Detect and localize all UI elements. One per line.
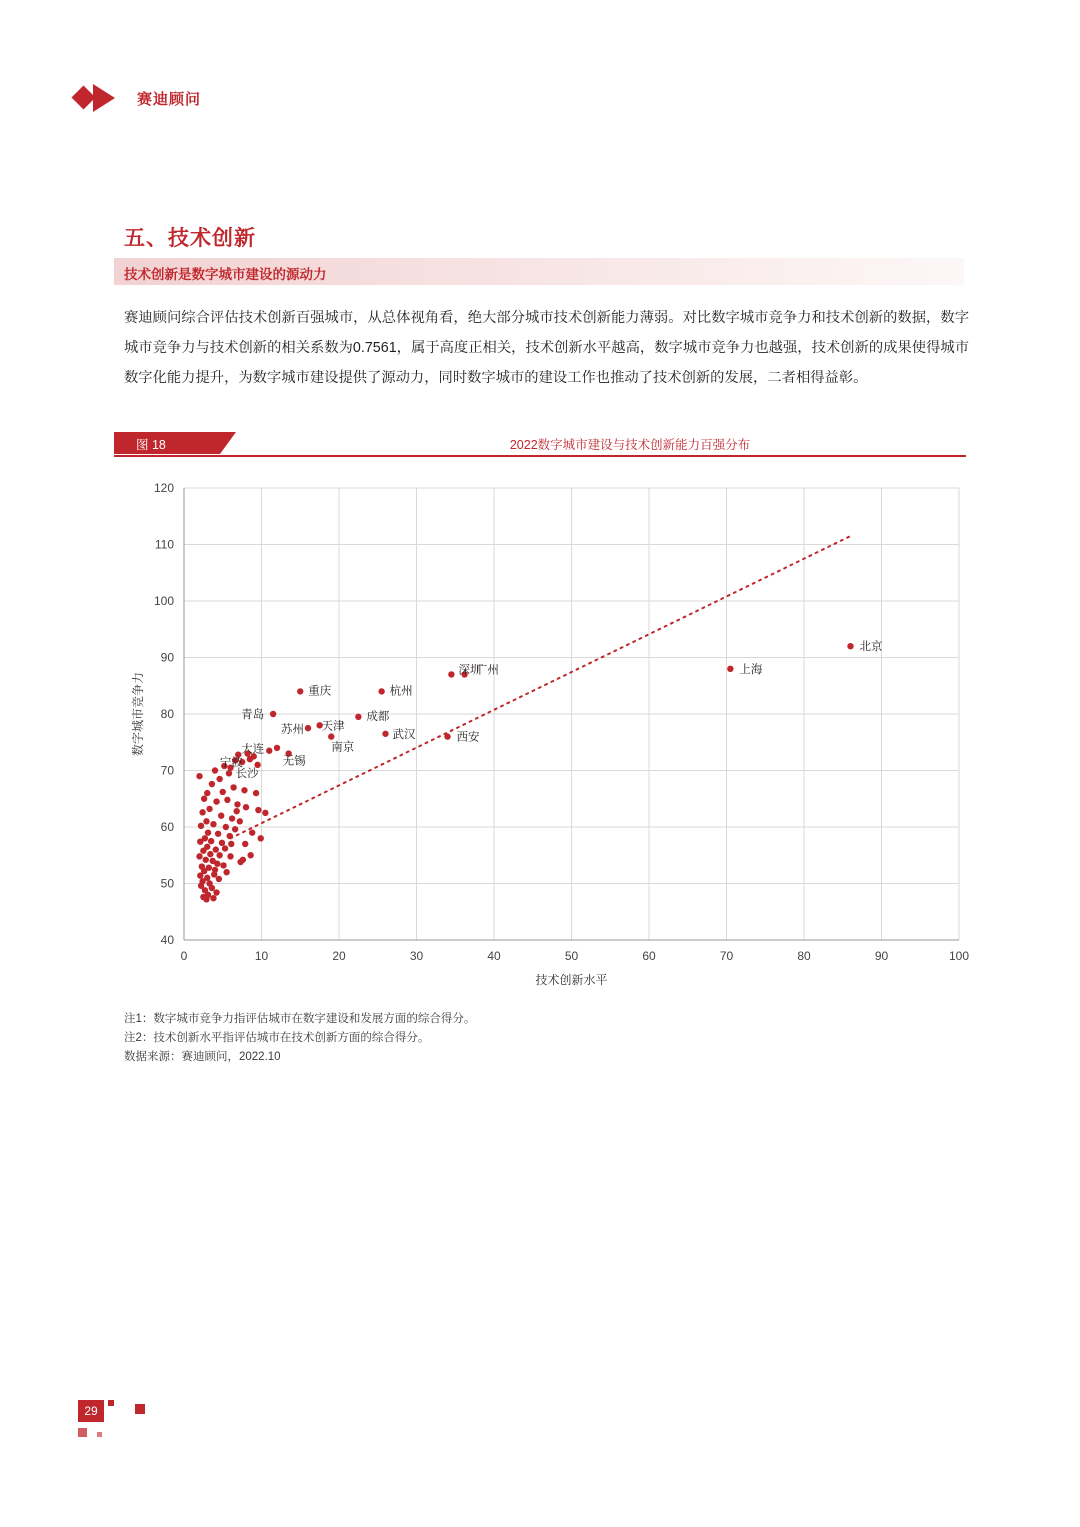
data-point xyxy=(223,869,229,875)
data-point xyxy=(208,838,214,844)
y-tick-label: 90 xyxy=(160,650,174,665)
data-point xyxy=(206,806,212,812)
data-point xyxy=(201,796,207,802)
section-subtitle-band xyxy=(114,258,964,285)
data-point xyxy=(203,857,209,863)
data-point xyxy=(203,818,209,824)
y-tick-label: 100 xyxy=(153,594,174,608)
data-point xyxy=(211,871,217,877)
data-point xyxy=(266,748,272,754)
data-point xyxy=(220,789,226,795)
data-point xyxy=(355,714,361,720)
x-tick-label: 0 xyxy=(180,949,188,963)
data-point xyxy=(199,809,205,815)
y-tick-label: 70 xyxy=(160,763,174,778)
deco-square xyxy=(135,1404,145,1414)
data-point xyxy=(247,852,253,858)
x-tick-label: 70 xyxy=(719,949,734,963)
y-tick-label: 120 xyxy=(153,481,174,495)
x-tick-label: 100 xyxy=(948,949,970,963)
deco-square xyxy=(78,1428,87,1437)
data-point xyxy=(232,826,238,832)
data-point xyxy=(255,807,261,813)
point-label: 西安 xyxy=(456,731,480,744)
section-title: 五、技术创新 xyxy=(124,227,256,250)
point-label: 北京 xyxy=(859,641,883,654)
data-points xyxy=(196,643,853,903)
data-point xyxy=(197,838,203,844)
data-point xyxy=(243,804,249,810)
figure-divider xyxy=(114,455,966,457)
data-point xyxy=(220,862,226,868)
data-point xyxy=(237,859,243,865)
data-point xyxy=(444,733,450,739)
data-point xyxy=(207,851,213,857)
page-number: 29 xyxy=(78,1400,104,1422)
data-point xyxy=(216,876,222,882)
point-label: 无锡 xyxy=(282,755,306,768)
figure-caption-bar xyxy=(114,432,966,454)
point-label: 成都 xyxy=(366,710,390,723)
point-label: 深圳 xyxy=(458,664,482,677)
data-point xyxy=(210,821,216,827)
data-point xyxy=(228,841,234,847)
data-point xyxy=(328,733,334,739)
data-point xyxy=(216,852,222,858)
data-point xyxy=(241,787,247,793)
point-label: 武汉 xyxy=(392,728,416,741)
data-point xyxy=(214,861,220,867)
y-tick-label: 80 xyxy=(160,707,174,721)
brand-name: 赛迪顾问 xyxy=(137,90,202,108)
data-point xyxy=(196,853,202,859)
data-point xyxy=(197,872,203,878)
point-label: 青岛 xyxy=(241,709,265,721)
x-tick-label: 20 xyxy=(332,949,346,963)
data-point xyxy=(242,841,248,847)
data-point xyxy=(198,823,204,829)
data-point xyxy=(204,790,210,796)
data-point xyxy=(382,731,388,737)
data-point xyxy=(727,666,733,672)
data-point xyxy=(203,896,209,902)
data-point xyxy=(213,798,219,804)
data-point xyxy=(448,671,454,677)
point-label: 杭州 xyxy=(389,685,413,698)
data-point xyxy=(219,840,225,846)
data-point xyxy=(224,797,230,803)
chart-gridlines xyxy=(184,488,959,940)
data-point xyxy=(226,770,232,776)
data-point xyxy=(227,833,233,839)
point-label: 重庆 xyxy=(308,685,332,698)
point-label: 大连 xyxy=(241,743,265,756)
data-point xyxy=(209,781,215,787)
data-point xyxy=(213,889,219,895)
data-point xyxy=(200,848,206,854)
data-point xyxy=(229,815,235,821)
point-label: 苏州 xyxy=(281,724,304,737)
data-source: 数据来源：赛迪顾问，2022.10 xyxy=(124,1051,281,1063)
data-point xyxy=(223,824,229,830)
data-point xyxy=(213,846,219,852)
data-point xyxy=(274,745,280,751)
brand-logo xyxy=(75,82,201,114)
y-tick-label: 40 xyxy=(160,933,174,947)
data-point xyxy=(847,643,853,649)
chart-svg xyxy=(114,470,974,1000)
data-point xyxy=(237,818,243,824)
note-2: 注2：技术创新水平指评估城市在技术创新方面的综合得分。 xyxy=(124,1032,430,1044)
figure-notes xyxy=(124,1010,475,1067)
body-paragraph: 赛迪顾问综合评估技术创新百强城市，从总体视角看，绝大部分城市技术创新能力薄弱。对比数字城市竞争力和技术创新的数据，数字城市竞争力与技术创新的相关系数为0.7561，属于高度正相关，技术创新水平越高，数字城市竞争力也越强，技术创新的成果使得城市数字化能力提升，为数字城市建设提供了源动力，同时数字城市的建设工作也推动了技术创新的发展，二者相得益彰。 xyxy=(124,310,969,386)
data-point xyxy=(262,810,268,816)
x-tick-label: 50 xyxy=(564,949,579,963)
x-tick-label: 80 xyxy=(797,949,811,963)
scatter-chart xyxy=(114,470,974,1000)
data-point xyxy=(215,831,221,837)
y-tick-label: 50 xyxy=(160,876,174,891)
y-tick-label: 110 xyxy=(154,537,174,552)
point-label: 上海 xyxy=(739,663,763,676)
data-point xyxy=(253,790,259,796)
data-point xyxy=(234,808,240,814)
x-tick-label: 10 xyxy=(254,949,269,963)
data-point xyxy=(209,885,215,891)
data-point xyxy=(212,767,218,773)
deco-square xyxy=(108,1400,114,1406)
data-point xyxy=(210,895,216,901)
data-point xyxy=(196,773,202,779)
figure-tag-label: 图 18 xyxy=(136,438,166,452)
x-tick-label: 60 xyxy=(642,949,656,963)
data-point xyxy=(218,813,224,819)
x-axis-label: 技术创新水平 xyxy=(535,973,608,987)
figure-title: 2022数字城市建设与技术创新能力百强分布 xyxy=(509,438,751,452)
section-subtitle: 技术创新是数字城市建设的源动力 xyxy=(124,267,327,282)
deco-square xyxy=(97,1432,102,1437)
x-tick-label: 40 xyxy=(487,949,501,963)
data-point xyxy=(249,829,255,835)
x-tick-label: 90 xyxy=(874,949,889,963)
data-point xyxy=(230,784,236,790)
data-point xyxy=(378,688,384,694)
logo-mark-icon xyxy=(75,82,127,114)
data-point xyxy=(205,829,211,835)
data-point xyxy=(270,711,276,717)
point-label: 长沙 xyxy=(235,767,259,780)
figure-tag xyxy=(114,432,220,454)
data-point xyxy=(234,801,240,807)
data-point xyxy=(216,776,222,782)
data-point xyxy=(305,725,311,731)
data-point xyxy=(227,853,233,859)
point-label: 天津 xyxy=(321,720,345,733)
y-tick-label: 60 xyxy=(160,820,174,834)
x-tick-label: 30 xyxy=(409,949,424,963)
note-1: 注1：数字城市竞争力指评估城市在数字建设和发展方面的综合得分。 xyxy=(124,1013,476,1025)
point-labels xyxy=(220,639,883,780)
point-label: 宁波 xyxy=(219,757,243,770)
data-point xyxy=(222,845,228,851)
point-label: 南京 xyxy=(331,741,355,754)
point-label: 广州 xyxy=(475,664,499,677)
data-point xyxy=(258,835,264,841)
data-point xyxy=(297,688,303,694)
y-axis-label: 数字城市竞争力 xyxy=(131,671,145,757)
